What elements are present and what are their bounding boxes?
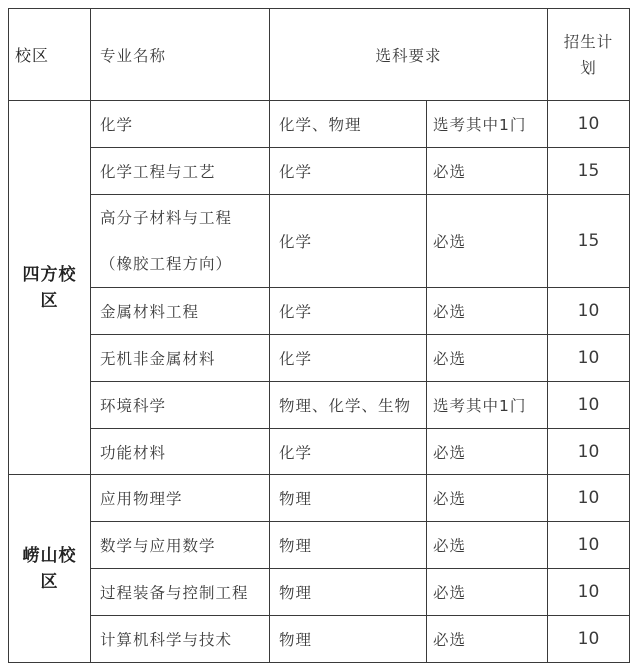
table-row: [9, 616, 630, 663]
subjects-cell: 物理: [270, 569, 427, 616]
subjects-cell: 化学: [270, 335, 427, 382]
subjects-cell: 化学、物理: [270, 101, 427, 148]
header-plan: [548, 9, 630, 101]
rule-cell: 必选: [427, 148, 548, 195]
plan-cell: 10: [548, 429, 630, 475]
plan-cell: 10: [548, 101, 630, 148]
campus-name-line2: 区: [40, 571, 59, 592]
major-cell: 过程装备与控制工程: [91, 569, 270, 616]
table-row: [9, 195, 630, 288]
rule-cell: 必选: [427, 429, 548, 475]
subjects-cell: 物理、化学、生物: [270, 382, 427, 429]
rule-cell: 必选: [427, 522, 548, 569]
rule-cell: 必选: [427, 616, 548, 663]
plan-cell: 15: [548, 195, 630, 288]
subjects-cell: 物理: [270, 616, 427, 663]
major-cell: [91, 195, 270, 288]
campus-name-line1: 崂山校: [22, 545, 77, 566]
plan-cell: 10: [548, 475, 630, 522]
header-campus: 校区: [9, 9, 91, 101]
plan-cell: 15: [548, 148, 630, 195]
table-row: [9, 429, 630, 475]
plan-cell: 10: [548, 569, 630, 616]
campus-name-line1: 四方校: [22, 264, 77, 285]
table-row: [9, 148, 630, 195]
rule-cell: 必选: [427, 475, 548, 522]
table-row: [9, 569, 630, 616]
subjects-cell: 化学: [270, 148, 427, 195]
plan-cell: 10: [548, 522, 630, 569]
subjects-cell: 物理: [270, 522, 427, 569]
rule-cell: 必选: [427, 569, 548, 616]
plan-cell: 10: [548, 288, 630, 335]
header-requirement: 选科要求: [270, 9, 548, 101]
subjects-cell: 化学: [270, 429, 427, 475]
rule-cell: 选考其中1门: [427, 101, 548, 148]
rule-cell: 选考其中1门: [427, 382, 548, 429]
major-cell: 金属材料工程: [91, 288, 270, 335]
admission-plan-table: [8, 8, 630, 663]
major-cell: 环境科学: [91, 382, 270, 429]
header-plan-line2: 划: [580, 58, 597, 77]
major-cell: 功能材料: [91, 429, 270, 475]
header-row: [9, 9, 630, 101]
plan-cell: 10: [548, 382, 630, 429]
plan-cell: 10: [548, 335, 630, 382]
campus-cell: [9, 101, 91, 475]
table-row: [9, 522, 630, 569]
rule-cell: 必选: [427, 195, 548, 288]
major-cell: 化学: [91, 101, 270, 148]
table-row: [9, 101, 630, 148]
subjects-cell: 物理: [270, 475, 427, 522]
table-row: [9, 288, 630, 335]
major-cell: 无机非金属材料: [91, 335, 270, 382]
campus-name-line2: 区: [40, 290, 59, 311]
header-plan-line1: 招生计: [563, 32, 614, 51]
subjects-cell: 化学: [270, 195, 427, 288]
rule-cell: 必选: [427, 335, 548, 382]
major-cell: 计算机科学与技术: [91, 616, 270, 663]
major-cell: 应用物理学: [91, 475, 270, 522]
header-major: 专业名称: [91, 9, 270, 101]
plan-cell: 10: [548, 616, 630, 663]
major-cell: 化学工程与工艺: [91, 148, 270, 195]
subjects-cell: 化学: [270, 288, 427, 335]
rule-cell: 必选: [427, 288, 548, 335]
campus-cell: [9, 475, 91, 663]
major-line2: （橡胶工程方向）: [100, 255, 233, 273]
major-line1: 高分子材料与工程: [100, 209, 233, 227]
major-cell: 数学与应用数学: [91, 522, 270, 569]
table-row: [9, 475, 630, 522]
table-row: [9, 382, 630, 429]
table-row: [9, 335, 630, 382]
